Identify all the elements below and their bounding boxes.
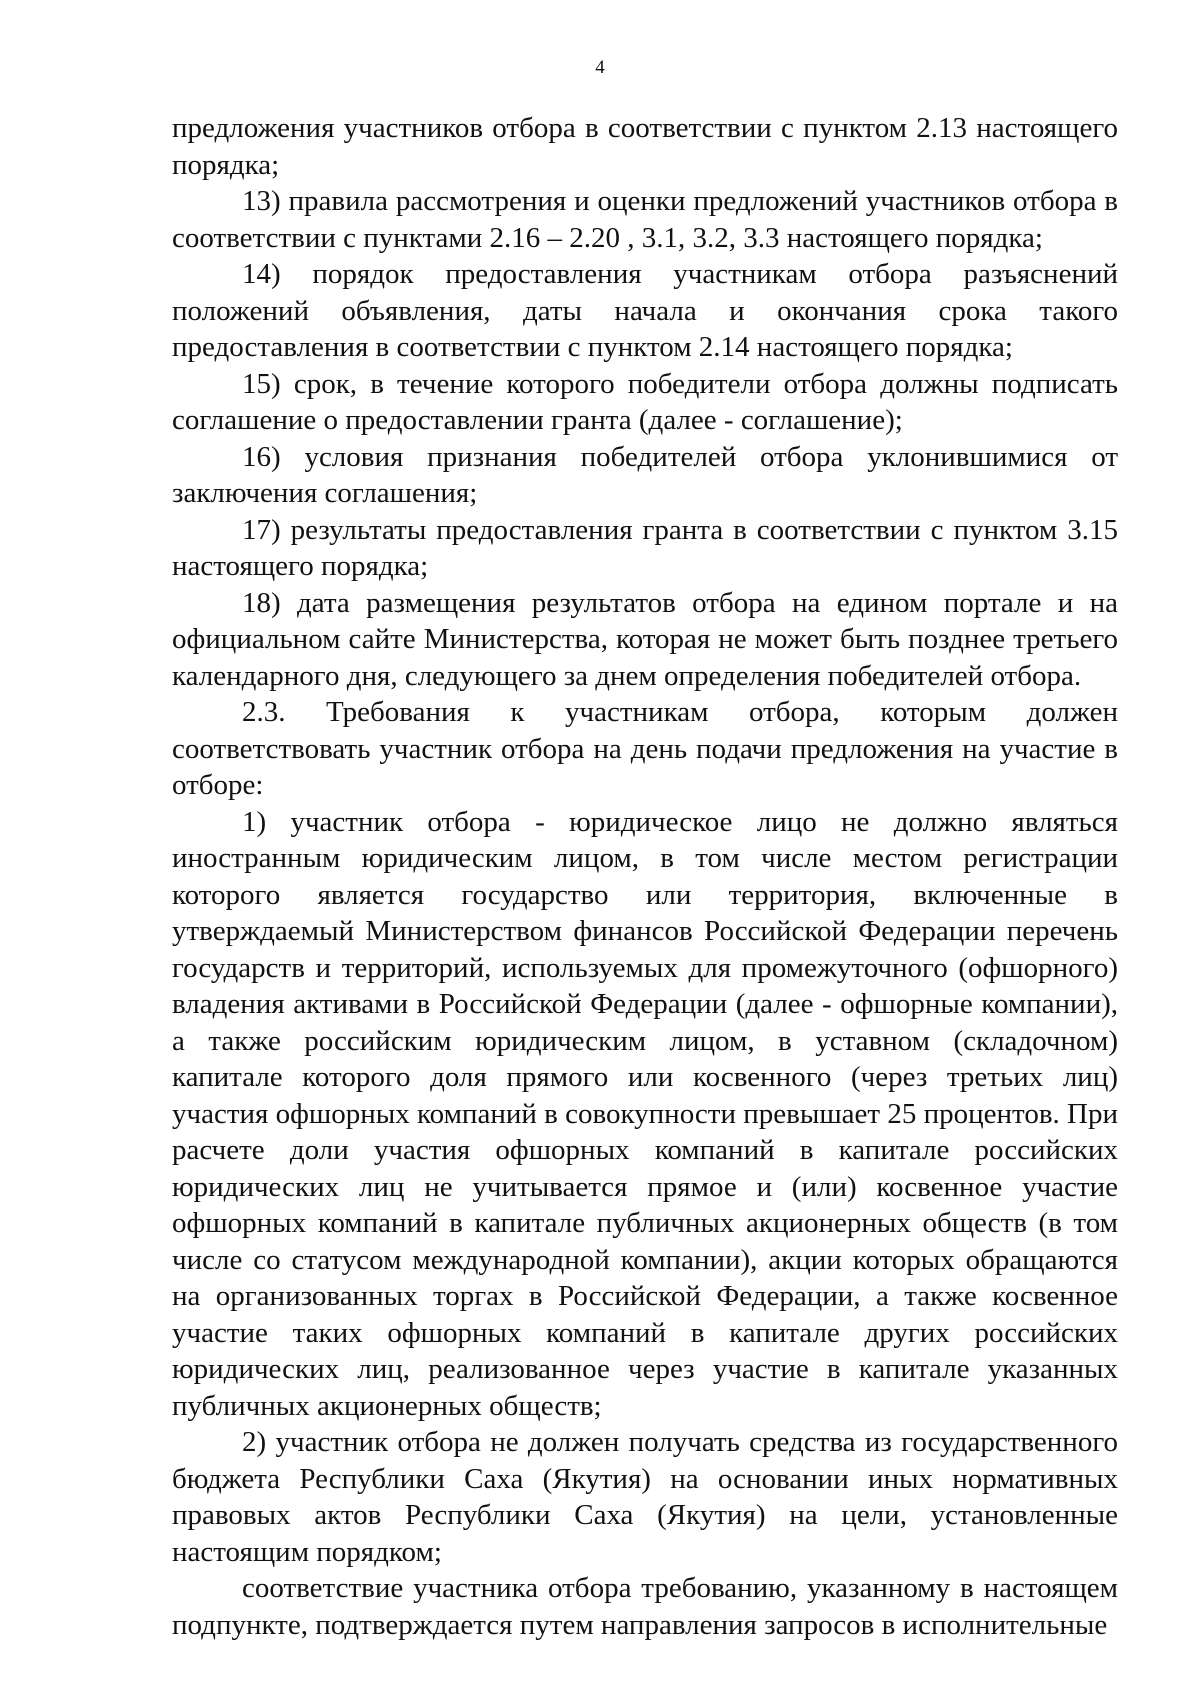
requirement-compliance-paragraph: соответствие участника отбора требованию, указанному в настоящем подпункте, подтверждается путем направления запросов в исполнительные [172,1572,1118,1641]
list-item-18: 18) дата размещения результатов отбора на едином портале и на официальном сайте Министерства, которая не может быть позднее третьего календарного дня, следующего за днем определения победителей отбора. [172,586,1118,692]
page-number: 4 [595,57,605,78]
list-item-14: 14) порядок предоставления участникам отбора разъяснений положений объявления, даты начала и окончания срока такого предоставления в соответствии с пунктом 2.14 настоящего порядка; [172,258,1118,363]
document-body [172,110,1118,1643]
requirement-item-2: 2) участник отбора не должен получать средства из государственного бюджета Республики Саха (Якутия) на основании иных нормативных правовых актов Республики Саха (Якутия) на цели, установленные настоящим порядком; [172,1426,1118,1568]
list-item-13: 13) правила рассмотрения и оценки предложений участников отбора в соответствии с пунктами 2.16 – 2.20 , 3.1, 3.2, 3.3 настоящего порядка; [172,185,1118,254]
list-item-16: 16) условия признания победителей отбора уклонившимися от заключения соглашения; [172,440,1118,509]
list-item-15: 15) срок, в течение которого победители отбора должны подписать соглашение о предоставлении гранта (далее - соглашение); [172,367,1118,436]
paragraph-continuation: предложения участников отбора в соответствии с пунктом 2.13 настоящего порядка; [172,112,1118,181]
section-2-3-paragraph: 2.3. Требования к участникам отбора, которым должен соответствовать участник отбора на день подачи предложения на участие в отборе: [172,696,1118,801]
list-item-17: 17) результаты предоставления гранта в соответствии с пунктом 3.15 настоящего порядка; [172,513,1118,582]
requirement-item-1: 1) участник отбора - юридическое лицо не должно являться иностранным юридическим лицом, в том числе местом регистрации которого является государство или территория, включенные в утверждаемый Министерством финансов Российской Федерации перечень государств и территорий, используемых для промежуточного (офшорного) владения активами в Российской Федерации (далее - офшорные компании), а также российским юридическим лицом, в уставном (складочном) капитале которого доля прямого или косвенного (через третьих лиц) участия офшорных компаний в совокупности превышает 25 процентов. При расчете доли участия офшорных компаний в капитале российских юридических лиц не учитывается прямое и (или) косвенное участие офшорных компаний в капитале публичных акционерных обществ (в том числе со статусом международной компании), акции которых обращаются на организованных торгах в Российской Федерации, а также косвенное участие таких офшорных компаний в капитале других российских юридических лиц, реализованное через участие в капитале указанных публичных акционерных обществ; [172,805,1118,1422]
